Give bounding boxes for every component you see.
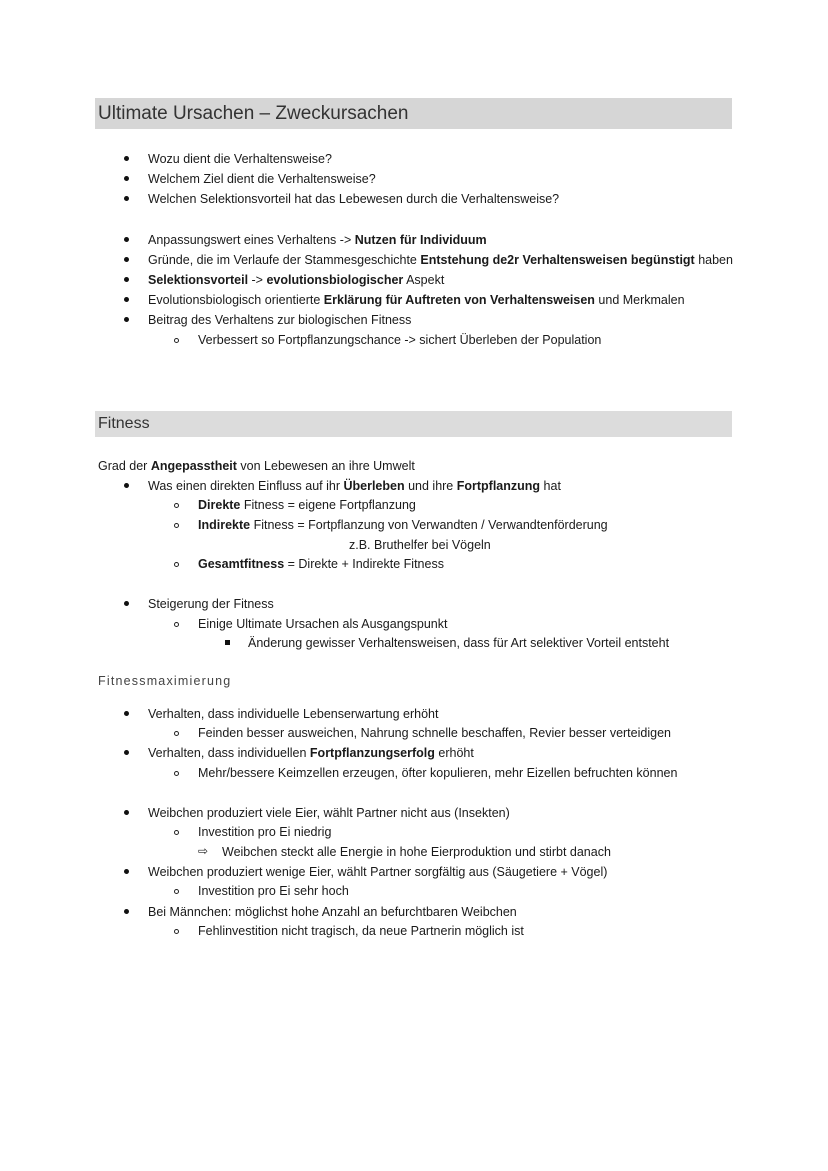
- list-item: Verhalten, dass individuellen Fortpflanzungserfolg erhöht: [148, 746, 474, 760]
- sub-list-item: Mehr/bessere Keimzellen erzeugen, öfter kopulieren, mehr Eizellen befruchten können: [198, 766, 678, 780]
- intro-text: Grad der Angepasstheit von Lebewesen an ihre Umwelt: [98, 459, 415, 473]
- arrow-list-item: Weibchen steckt alle Energie in hohe Eierproduktion und stirbt danach: [222, 845, 611, 859]
- list-item: Selektionsvorteil -> evolutionsbiologischer Aspekt: [148, 273, 445, 287]
- sub-bullet: [174, 830, 179, 835]
- sub-list-item: Investition pro Ei niedrig: [198, 825, 332, 839]
- list-item: Bei Männchen: möglichst hohe Anzahl an befurchtbaren Weibchen: [148, 905, 517, 919]
- section-heading-fitness: Fitness: [95, 411, 732, 437]
- sub-sub-list-item: Änderung gewisser Verhaltensweisen, dass für Art selektiver Vorteil entsteht: [248, 636, 670, 650]
- bullet: [124, 257, 129, 262]
- example-note: z.B. Bruthelfer bei Vögeln: [349, 538, 491, 552]
- bullet: [124, 196, 129, 201]
- sub-bullet: [174, 622, 179, 627]
- sub-list-item: Indirekte Fitness = Fortpflanzung von Verwandten / Verwandtenförderung: [198, 518, 608, 532]
- sub-list-item: Feinden besser ausweichen, Nahrung schnelle beschaffen, Revier besser verteidigen: [198, 726, 671, 740]
- bullet: [124, 869, 129, 874]
- sub-bullet: [174, 731, 179, 736]
- list-item: Weibchen produziert viele Eier, wählt Partner nicht aus (Insekten): [148, 806, 510, 820]
- bullet: [124, 297, 129, 302]
- sub-bullet: [174, 771, 179, 776]
- sub-bullet: [174, 338, 179, 343]
- sub-list-item: Verbessert so Fortpflanzungschance -> sichert Überleben der Population: [198, 333, 602, 347]
- section-heading-ultimate-ursachen: Ultimate Ursachen – Zweckursachen: [95, 98, 732, 129]
- list-item: Wozu dient die Verhaltensweise?: [148, 152, 332, 166]
- list-item: Weibchen produziert wenige Eier, wählt Partner sorgfältig aus (Säugetiere + Vögel): [148, 865, 608, 879]
- sub-bullet: [174, 503, 179, 508]
- sub-list-item: Gesamtfitness = Direkte + Indirekte Fitness: [198, 557, 444, 571]
- bullet: [124, 317, 129, 322]
- list-item: Anpassungswert eines Verhaltens -> Nutzen für Individuum: [148, 233, 487, 247]
- square-bullet: [225, 640, 230, 645]
- sub-list-item: Investition pro Ei sehr hoch: [198, 884, 349, 898]
- list-item: Welchen Selektionsvorteil hat das Lebewesen durch die Verhaltensweise?: [148, 192, 560, 206]
- bullet: [124, 601, 129, 606]
- bullet: [124, 277, 129, 282]
- sub-bullet: [174, 889, 179, 894]
- arrow-icon: ⇨: [198, 844, 209, 858]
- sub-bullet: [174, 523, 179, 528]
- sub-bullet: [174, 562, 179, 567]
- list-item: Welchem Ziel dient die Verhaltensweise?: [148, 172, 376, 186]
- sub-bullet: [174, 929, 179, 934]
- bullet: [124, 237, 129, 242]
- sub-list-item: Direkte Fitness = eigene Fortpflanzung: [198, 498, 416, 512]
- bullet: [124, 176, 129, 181]
- sub-list-item: Fehlinvestition nicht tragisch, da neue Partnerin möglich ist: [198, 924, 524, 938]
- bullet: [124, 156, 129, 161]
- bullet: [124, 483, 129, 488]
- list-item: Evolutionsbiologisch orientierte Erklärung für Auftreten von Verhaltensweisen und Merkmalen: [148, 293, 685, 307]
- list-item: Verhalten, dass individuelle Lebenserwartung erhöht: [148, 707, 439, 721]
- list-item: Was einen direkten Einfluss auf ihr Überleben und ihre Fortpflanzung hat: [148, 479, 561, 493]
- list-item: Beitrag des Verhaltens zur biologischen Fitness: [148, 313, 412, 327]
- bullet: [124, 810, 129, 815]
- list-item: Steigerung der Fitness: [148, 597, 274, 611]
- sub-list-item: Einige Ultimate Ursachen als Ausgangspunkt: [198, 617, 448, 631]
- bullet: [124, 909, 129, 914]
- subheading-fitnessmaximierung: Fitnessmaximierung: [98, 674, 232, 688]
- bullet: [124, 750, 129, 755]
- list-item: Gründe, die im Verlaufe der Stammesgeschichte Entstehung de2r Verhaltensweisen begünstigt haben: [148, 253, 733, 267]
- bullet: [124, 711, 129, 716]
